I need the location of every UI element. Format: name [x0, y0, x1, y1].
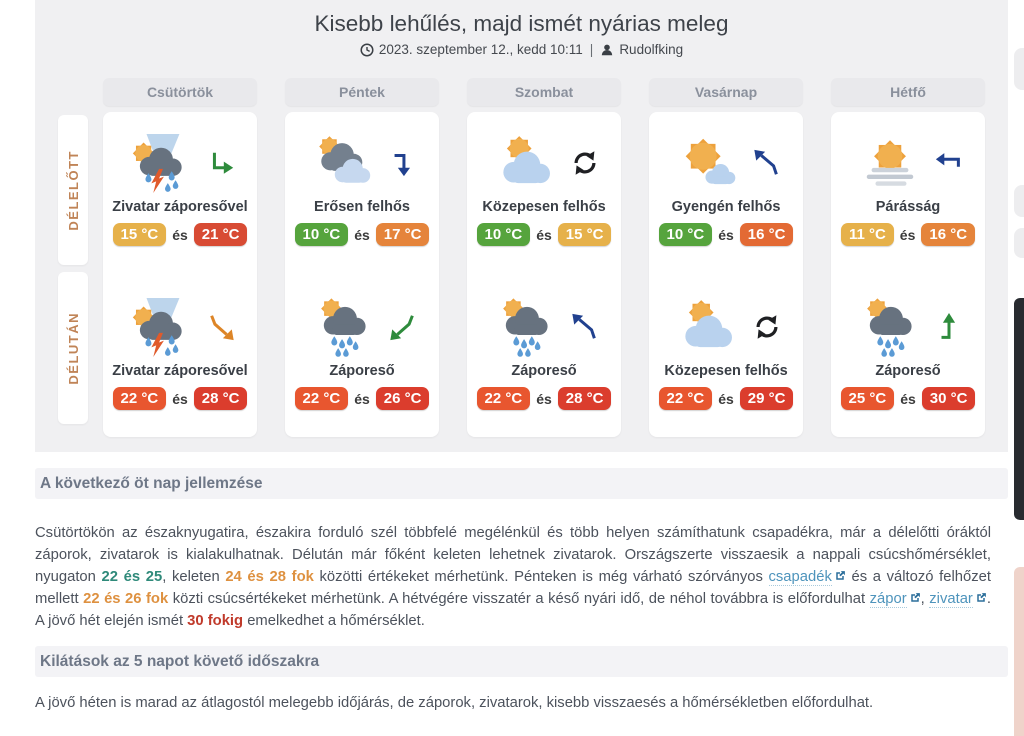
temp-high-badge: 29 °C [740, 387, 794, 410]
day-column [103, 78, 257, 437]
day-card [103, 112, 257, 437]
temp-high-badge: 21 °C [194, 223, 248, 246]
weather-icon [307, 132, 381, 194]
trend-arrow-icon [206, 148, 236, 178]
page-title: Kisebb lehűlés, majd ismét nyárias meleg [314, 11, 729, 36]
temp-low-badge: 22 °C [659, 387, 713, 410]
temp-low-badge: 22 °C [295, 387, 349, 410]
forecast-cell-afternoon [103, 270, 257, 437]
trend-arrow-icon [752, 312, 782, 342]
forecast-panel [35, 0, 1008, 452]
day-column [285, 78, 439, 437]
weather-icon [671, 296, 745, 358]
conjunction-label: és [354, 226, 370, 243]
weather-icon [853, 132, 927, 194]
inline-link[interactable]: zápor [869, 591, 907, 607]
forecast-cell-morning [467, 112, 621, 270]
condition-label: Közepesen felhős [664, 363, 788, 379]
section-heading-outlook: Kilátások az 5 napot követő időszakra [35, 646, 1008, 677]
temp-high-badge: 16 °C [921, 223, 975, 246]
condition-label: Zivatar záporesővel [112, 363, 248, 379]
trend-arrow-icon [388, 148, 418, 178]
temp-high-badge: 16 °C [740, 223, 794, 246]
day-column [649, 78, 803, 437]
weather-icon [671, 132, 745, 194]
forecast-cell-afternoon [831, 270, 985, 437]
temp-low-badge: 10 °C [477, 223, 531, 246]
article-date: 2023. szeptember 12., kedd 10:11 [378, 42, 583, 57]
condition-label: Záporeső [329, 363, 395, 379]
right-edge-card [1014, 48, 1024, 90]
conjunction-label: és [354, 390, 370, 407]
condition-label: Erősen felhős [314, 199, 410, 215]
temp-low-badge: 10 °C [659, 223, 713, 246]
conjunction-label: és [172, 226, 188, 243]
temp-high-badge: 17 °C [376, 223, 430, 246]
external-link-icon [975, 592, 987, 604]
clock-icon [360, 43, 374, 57]
section-heading-characterization: A következő öt nap jellemzése [35, 468, 1008, 499]
article-meta [35, 42, 1008, 57]
day-name: Péntek [339, 84, 385, 100]
day-header [103, 78, 257, 106]
temp-high-badge: 28 °C [194, 387, 248, 410]
forecast-cell-morning [103, 112, 257, 270]
day-name: Csütörtök [146, 84, 214, 100]
day-header [831, 78, 985, 106]
conjunction-label: és [718, 226, 734, 243]
conjunction-label: és [536, 226, 552, 243]
day-header [467, 78, 621, 106]
day-column [467, 78, 621, 437]
forecast-cell-morning [831, 112, 985, 270]
trend-arrow-icon [752, 148, 782, 178]
trend-arrow-icon [934, 312, 964, 342]
condition-label: Záporeső [511, 363, 577, 379]
temp-low-badge: 10 °C [295, 223, 349, 246]
right-edge-card [1014, 185, 1024, 217]
conjunction-label: és [536, 390, 552, 407]
forecast-cell-morning [649, 112, 803, 270]
condition-label: Zivatar záporesővel [112, 199, 248, 215]
right-edge-card [1014, 228, 1024, 258]
meta-separator: | [589, 42, 594, 57]
right-edge-dark-thumbnail [1014, 298, 1024, 520]
right-edge-pink-thumbnail [1014, 567, 1024, 736]
day-column [831, 78, 985, 437]
inline-link[interactable]: zivatar [929, 591, 973, 607]
forecast-cell-morning [285, 112, 439, 270]
day-name: Szombat [514, 84, 574, 100]
weather-icon [853, 296, 927, 358]
weather-icon [125, 296, 199, 358]
trend-arrow-icon [934, 148, 964, 178]
day-card [831, 112, 985, 437]
temp-low-badge: 11 °C [841, 223, 894, 246]
forecast-days-row [103, 78, 985, 437]
inline-link[interactable]: csapadék [768, 569, 832, 585]
conjunction-label: és [900, 390, 916, 407]
outlook-paragraph: A jövő héten is marad az átlagostól melegebb időjárás, de záporok, zivatarok, kisebb visszaesés a hőmérsékletben előfordulhat. [35, 695, 874, 711]
day-card [285, 112, 439, 437]
row-label-afternoon: DÉLUTÁN [58, 272, 88, 424]
temp-low-badge: 22 °C [113, 387, 167, 410]
temp-high-badge: 26 °C [376, 387, 430, 410]
external-link-icon [909, 592, 921, 604]
temp-low-badge: 25 °C [841, 387, 895, 410]
user-icon [600, 43, 614, 57]
day-name: Vasárnap [694, 84, 758, 100]
row-label-morning: DÉLELŐTT [58, 115, 88, 265]
temp-low-badge: 15 °C [113, 223, 167, 246]
temp-high-badge: 15 °C [558, 223, 612, 246]
forecast-cell-afternoon [467, 270, 621, 437]
day-card [649, 112, 803, 437]
condition-label: Gyengén felhős [671, 199, 781, 215]
trend-arrow-icon [570, 148, 600, 178]
day-header [285, 78, 439, 106]
temp-high-badge: 30 °C [922, 387, 976, 410]
condition-label: Záporeső [875, 363, 941, 379]
day-card [467, 112, 621, 437]
trend-arrow-icon [570, 312, 600, 342]
forecast-cell-afternoon [649, 270, 803, 437]
conjunction-label: és [899, 226, 916, 243]
conjunction-label: és [172, 390, 188, 407]
external-link-icon [834, 570, 846, 582]
temp-high-badge: 28 °C [558, 387, 612, 410]
conjunction-label: és [718, 390, 734, 407]
day-header [649, 78, 803, 106]
weather-icon [489, 296, 563, 358]
weather-icon [307, 296, 381, 358]
trend-arrow-icon [388, 312, 418, 342]
condition-label: Közepesen felhős [482, 199, 606, 215]
author-name[interactable]: Rudolfking [619, 42, 684, 57]
weather-icon [125, 132, 199, 194]
day-name: Hétfő [890, 84, 926, 100]
trend-arrow-icon [206, 312, 236, 342]
temp-low-badge: 22 °C [477, 387, 531, 410]
condition-label: Párásság [875, 199, 941, 215]
forecast-cell-afternoon [285, 270, 439, 437]
weather-icon [489, 132, 563, 194]
characterization-paragraph: Csütörtökön az északnyugatira, északira forduló szél többfelé megélénkül és több helyen számíthatunk csapadékra, már a délelőtti óráktól záporok, zivatarok is kialakulhatnak. Délután már főként keleten lehetnek zivatarok. Országszerte visszaesik a nappali csúcshőmérséklet, nyugaton 22 és 25, keleten 24 és 28 fok közötti értékeket mérhetünk. Pénteken is még várható szórványos csapadék és a változó felhőzet mellett 22 és 26 fok közti csúcsértékeket mérhetünk. A hétvégére visszatér a késő nyári idő, de néhol továbbra is előfordulhat zápor , zivatar . A jövő hét elején ismét 30 fokig emelkedhet a hőmérséklet. [35, 525, 991, 629]
